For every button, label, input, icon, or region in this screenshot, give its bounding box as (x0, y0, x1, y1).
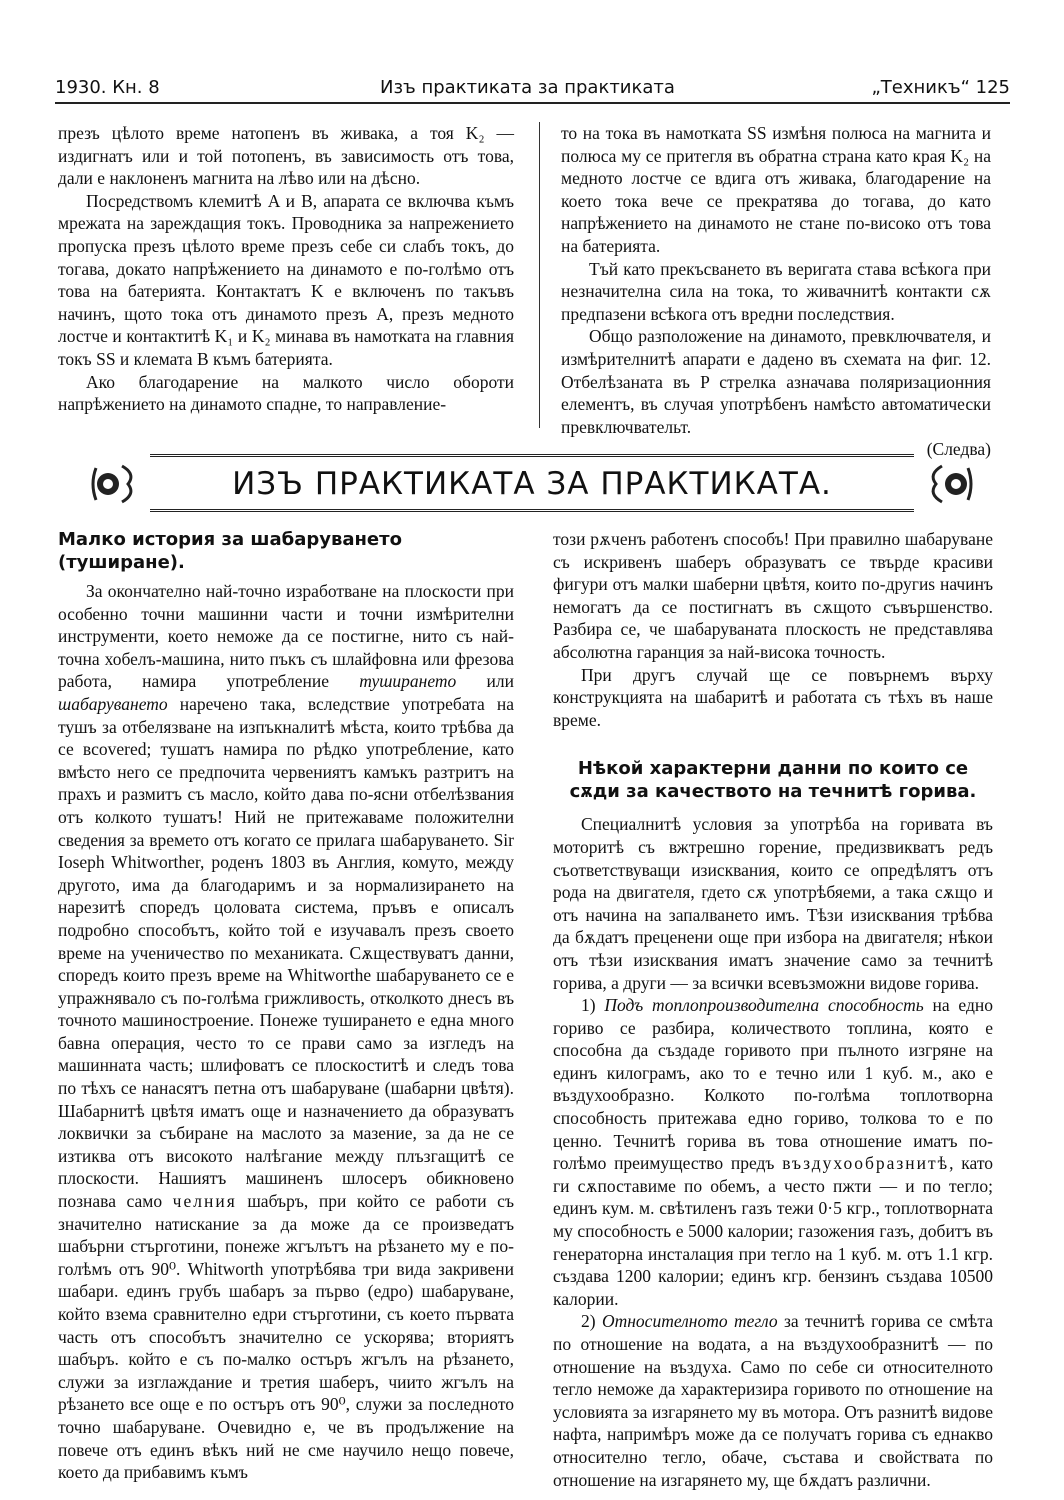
running-header (55, 76, 1010, 104)
article-right-column (553, 528, 993, 1492)
paragraph: Специалнитѣ условия за употрѣба на горивата въ моторитѣ съ вжтрешно горение, предизвикватъ редъ съответствуващи изисквания, които се опредѣлятъ отъ рода на двигателя, гдето сѫ употрѣбяеми, а така сѫщо и отъ начина на запалването имъ. Тѣзи изисквания трѣбва да бѫдатъ преценени още при избора на двигателя; нѣкои отъ тѣзи изисквания иматъ значение само за течнитѣ горива, а други — за всички всевъзможни видове горива. (553, 814, 993, 993)
paragraph: този рѫченъ работенъ способъ! При правилно шабаруване съ искривенъ шаберъ образуватъ се твърде красиви фигури отъ малки шаберни цвѣтя, които по-другиѕ начинъ немогатъ да се постигнатъ въ сѫщото съвършенство. Разбира се, че шабаруваната плоскость не представлява абсолютна гаранция за най-висока точность. (553, 529, 993, 662)
top-left-column (58, 122, 514, 432)
banner-rule-bottom (150, 505, 914, 512)
section-banner (88, 446, 976, 520)
article-title: Малко история за шабаруването (туширане). (58, 529, 402, 573)
ornament-right-icon (920, 456, 976, 512)
journal-page-number: „Техникъ“ 125 (871, 77, 1010, 98)
banner-rule-top (150, 454, 914, 461)
paragraph: то на тока въ намотката SS измѣня полюса на магнита и полюса му се притегля въ обратна страна като края K₂ на медното лостче се вдига отъ живака, благодарение на което тока вече се прекратява до тогава, до като напрѣжението на динамото не стане по-високо отъ това на батерията. (561, 123, 991, 256)
paragraph: Посредствомъ клемитѣ A и B, апарата се включва къмъ мрежата на зареждащия токъ. Проводника за напрежението пропуска презъ цѣлото време презъ себе си слабъ токъ, до тогава, докато напрѣжението на динамото е по-голѣмо отъ това на батерията. Контактатъ K е включенъ по такъвъ начинъ, щото тока отъ динамото презъ A, презъ медното лостче и контактитѣ K₁ и K₂ минава въ намотката на главния токъ SS и клемата B къмъ батерията. (58, 190, 514, 369)
section-running-title: Изъ практиката за практиката (380, 77, 675, 98)
paragraph: За окончателно най-точно изработване на плоскости при особенно точни машинни части и точни измѣрителни инструменти, което неможе да се постигне, нито съ най-точна хобелъ-машина, нито пъкъ съ шлайфовна или фрезова работа, намира употребление туширането или шабаруването наречено така, вследствие употребата на тушъ за отбелязване на изпъкналитѣ мѣста, които трѣбва да се вcovered; тушатъ намира по рѣдко употребление, като вмѣсто него се предпочита червениятъ камъкъ разтритъ на прахъ и размитъ съ масло, който дава по-ясни отбелѣзвания отъ колкото тушатъ! Ний не притежаваме положителни сведения за времето отъ когато се прилага шабаруването. Sir Ioseph Whitworther, роденъ 1803 въ Англия, комуто, между другото, има да благодаримъ и за нормализирането на нарезитѣ споредъ цоловата система, пръвъ е описалъ подробно способътъ, който той е изучавалъ презъ своето време на ученичество по механиката. Сѫществуватъ данни, споредъ които презъ време на Whitworthe шабаруването се е упражнявало съ по-голѣма грижливость, отколкото днесъ въ точното машиностроение. Понеже туширането е една много бавна операция, често то се прави само за изгледъ на машинната часть; шлифоватъ се плоскоститѣ и следъ това по тѣхъ се нанасятъ петна отъ шабаруване (шабарни цвѣтя). Шабарнитѣ цвѣтя иматъ още и назначението да образуватъ локвички за събиране на маслото за мазение, за да не се изтиква отъ високото налѣгание между плъзгащитѣ се плоскости. Нашиятъ машиненъ шлосеръ обикновено познава само челния шабъръ, при който се работи съ значително натискание за да може да се произведатъ шабърни стърготини, понеже жгълътъ на рѣзането му е по-голѣмъ отъ 90⁰. Whitworth употрѣбява три вида закривени шабари. единъ грубъ шабаръ за първо (едро) шабаруване, който взема сравнително едри стърготини, съ което първата часть отъ способътъ значително се ускорява; вториятъ шабъръ. който е съ по-малко остъръ жгълъ на рѣзането, служи за изглаждание и третия шаберъ, чиито жгълъ на рѣзането все още е по остъръ отъ 90⁰, служи за последното точно шабаруване. Очевидно е, че въ продължение на повече отъ единъ вѣкъ ний не сме научило нещо повече, което да прибавимъ къмъ (58, 581, 515, 1483)
top-right-column (561, 122, 991, 460)
paragraph: 2) Относителното тегло за течнитѣ горива се смѣта по отношение на водата, а на въздухообразнитѣ — по отношение на въздуха. Само по себе си относителното тегло неможе да характеризира горивото по отношение на условията за изгарянето му въ мотора. Отъ разнитѣ видове нафта, напримѣръ може да се получатъ горива съ еднакво относително тегло, обаче, състава и свойствата по отношение на изгарянето му, ще бѫдатъ различни. (553, 1311, 994, 1490)
paragraph: При другъ случай ще се повърнемъ върху конструкцията на шабаритѣ и работата съ тѣхъ въ наше време. (553, 664, 993, 730)
paragraph: Общо разположение на динамото, превключвателя, и измѣрителнитѣ апарати е дадено въ схемата на фиг. 12. Отбелѣзаната въ P стрелка азначава поляризационния елементъ, въ случая употрѣбенъ намѣсто автоматически превключвательт. (561, 326, 991, 437)
issue-label: 1930. Кн. 8 (55, 77, 160, 98)
to-be-continued: (Следва) (926, 439, 991, 460)
section-title: ИЗЪ ПРАКТИКАТА ЗА ПРАКТИКАТА. (232, 466, 832, 502)
paragraph: Тъй като прекъсването въ веригата става всѣкога при незначителна сила на тока, то живачнитѣ контакти сѫ предпазени всѣкога отъ вредни последствия. (561, 258, 991, 324)
article-title: Нѣкой характерни данни по които се сѫди за качеството на течнитѣ горива. (569, 758, 977, 803)
paragraph: презъ цѣлото време натопенъ въ живака, а тоя K₂ — издигнатъ или и той потопенъ, въ зависимость отъ това, дали е наклоненъ магнита на лѣво или на дѣсно. (58, 123, 514, 189)
paragraph: 1) Подъ топлопроизводителна способность на едно гориво се разбира, количеството топлина, която е способна да създаде горивото при пълното изгряне на единъ килограмъ, ако то е течно или 1 куб. м., ако е въздухообразно. Колкото по-голѣма топлотворна способность притежава едно гориво, толкова то е по ценно. Течнитѣ горива въ това отношение иматъ по-голѣмо преимущество предъ въздухообразнитѣ, като ги сѫпоставиме по обемъ, а често пжти — и по тегло; единъ кум. м. свѣтиленъ газъ тежи 0·5 кгр., топлотворната му способность е 5000 калории; газожения газъ, добитъ въ генераторна инсталация при тегло на 1 куб. м. отъ 1.1 кгр. създава 1200 калории; единъ кгр. бензинъ създава 10500 калории. (553, 995, 994, 1309)
paragraph: Ако благодарение на малкото число обороти напрѣжението на динамото спадне, то направление- (58, 371, 514, 415)
column-divider (539, 122, 540, 428)
article-left-column (58, 528, 514, 1492)
